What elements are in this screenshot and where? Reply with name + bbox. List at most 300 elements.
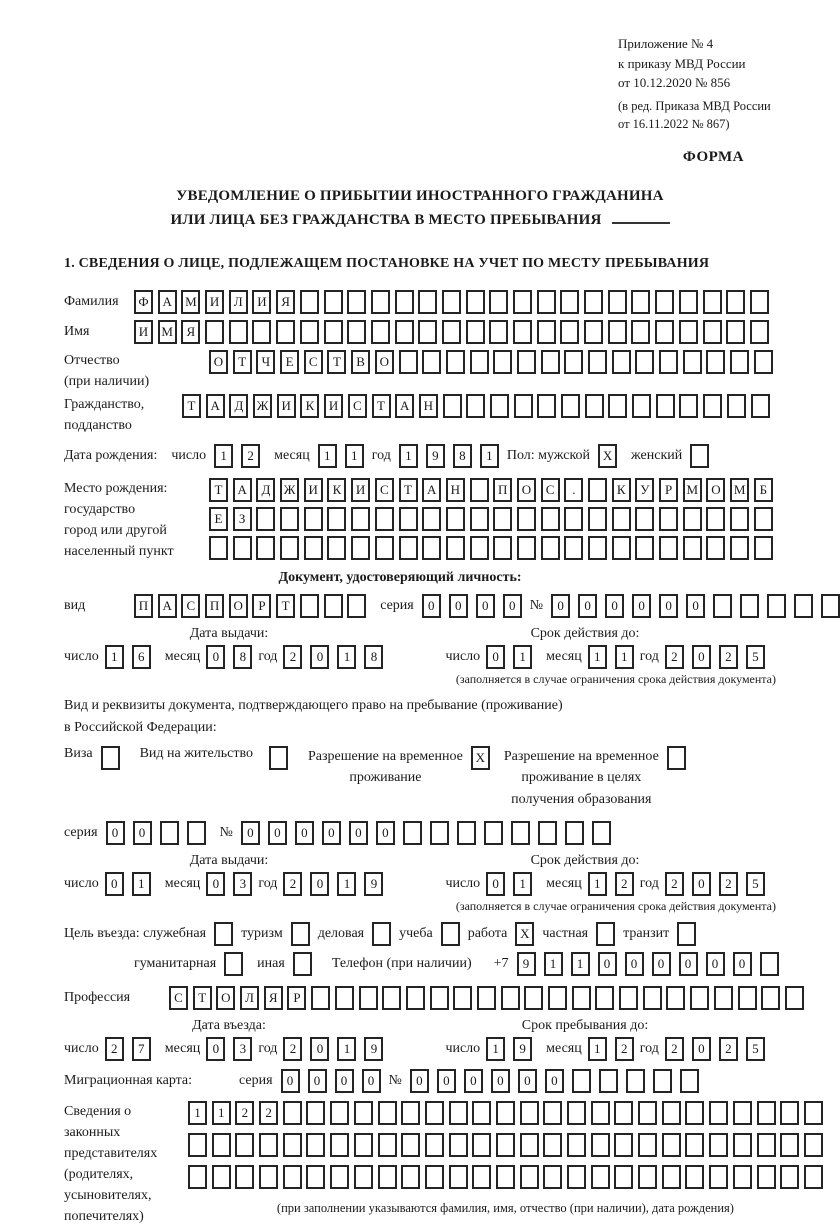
form-cell[interactable]: Ж	[280, 478, 299, 502]
form-cell[interactable]: У	[635, 478, 654, 502]
form-cell[interactable]: 2	[615, 872, 634, 896]
form-cell[interactable]	[572, 986, 591, 1010]
form-cell[interactable]	[517, 350, 536, 374]
form-cell[interactable]: 1	[345, 444, 364, 468]
form-cell[interactable]	[538, 821, 557, 845]
form-cell[interactable]: 1	[544, 952, 563, 976]
form-cell[interactable]	[567, 1165, 586, 1189]
form-cell[interactable]	[401, 1133, 420, 1157]
form-cell[interactable]	[470, 478, 489, 502]
form-cell[interactable]: А	[158, 290, 177, 314]
form-cell[interactable]: 0	[605, 594, 624, 618]
form-cell[interactable]: Ф	[134, 290, 153, 314]
form-cell[interactable]	[638, 1101, 657, 1125]
form-cell[interactable]: Р	[659, 478, 678, 502]
form-cell[interactable]	[252, 320, 271, 344]
form-cell[interactable]	[395, 320, 414, 344]
form-cell[interactable]: И	[304, 478, 323, 502]
form-cell[interactable]	[588, 350, 607, 374]
form-cell[interactable]: 0	[686, 594, 705, 618]
form-cell[interactable]	[567, 1101, 586, 1125]
form-cell[interactable]	[375, 507, 394, 531]
form-cell[interactable]: 0	[632, 594, 651, 618]
form-cell[interactable]: О	[216, 986, 235, 1010]
form-cell[interactable]: 2	[719, 645, 738, 669]
form-cell[interactable]: Я	[276, 290, 295, 314]
form-cell[interactable]	[750, 290, 769, 314]
form-cell[interactable]: 0	[376, 821, 395, 845]
form-cell[interactable]: 9	[513, 1037, 532, 1061]
form-cell[interactable]	[659, 536, 678, 560]
form-cell[interactable]: О	[706, 478, 725, 502]
form-cell[interactable]	[584, 320, 603, 344]
form-cell[interactable]	[709, 1133, 728, 1157]
form-cell[interactable]	[679, 394, 698, 418]
form-cell[interactable]: 0	[106, 821, 125, 845]
form-cell[interactable]: П	[205, 594, 224, 618]
form-cell[interactable]: 0	[706, 952, 725, 976]
form-cell[interactable]	[513, 290, 532, 314]
form-cell[interactable]	[212, 1133, 231, 1157]
form-cell[interactable]	[584, 290, 603, 314]
form-cell[interactable]	[517, 507, 536, 531]
form-cell[interactable]: 2	[283, 1037, 302, 1061]
form-cell[interactable]	[382, 986, 401, 1010]
form-cell[interactable]: Т	[233, 350, 252, 374]
form-cell[interactable]	[683, 350, 702, 374]
form-cell[interactable]: 1	[318, 444, 337, 468]
form-cell[interactable]: 1	[337, 1037, 356, 1061]
form-cell[interactable]	[543, 1101, 562, 1125]
form-cell[interactable]: 0	[551, 594, 570, 618]
form-cell[interactable]	[677, 922, 696, 946]
form-cell[interactable]	[608, 320, 627, 344]
form-cell[interactable]	[283, 1101, 302, 1125]
form-cell[interactable]	[300, 594, 319, 618]
form-cell[interactable]	[378, 1165, 397, 1189]
form-cell[interactable]	[565, 821, 584, 845]
form-cell[interactable]	[489, 320, 508, 344]
form-cell[interactable]	[324, 290, 343, 314]
form-cell[interactable]	[259, 1133, 278, 1157]
form-cell[interactable]: 0	[206, 872, 225, 896]
form-cell[interactable]	[520, 1101, 539, 1125]
form-cell[interactable]: 0	[322, 821, 341, 845]
form-cell[interactable]	[679, 290, 698, 314]
form-cell[interactable]	[655, 320, 674, 344]
form-cell[interactable]	[585, 394, 604, 418]
form-cell[interactable]: Ч	[256, 350, 275, 374]
form-cell[interactable]	[354, 1101, 373, 1125]
form-cell[interactable]	[690, 986, 709, 1010]
form-cell[interactable]	[280, 536, 299, 560]
form-cell[interactable]	[653, 1069, 672, 1093]
form-cell[interactable]	[188, 1165, 207, 1189]
form-cell[interactable]	[780, 1165, 799, 1189]
form-cell[interactable]	[596, 922, 615, 946]
form-cell[interactable]: К	[612, 478, 631, 502]
form-cell[interactable]: 1	[588, 1037, 607, 1061]
form-cell[interactable]	[572, 1069, 591, 1093]
form-cell[interactable]	[160, 821, 179, 845]
form-cell[interactable]	[327, 536, 346, 560]
form-cell[interactable]	[543, 1133, 562, 1157]
form-cell[interactable]: 9	[364, 1037, 383, 1061]
form-cell[interactable]	[443, 394, 462, 418]
form-cell[interactable]: Т	[193, 986, 212, 1010]
form-cell[interactable]	[757, 1101, 776, 1125]
form-cell[interactable]: А	[233, 478, 252, 502]
form-cell[interactable]	[541, 350, 560, 374]
form-cell[interactable]	[489, 290, 508, 314]
form-cell[interactable]: 5	[746, 872, 765, 896]
form-cell[interactable]: Т	[209, 478, 228, 502]
form-cell[interactable]: С	[348, 394, 367, 418]
form-cell[interactable]	[591, 1101, 610, 1125]
form-cell[interactable]: Л	[229, 290, 248, 314]
form-cell[interactable]	[713, 594, 732, 618]
form-cell[interactable]: 0	[486, 872, 505, 896]
form-cell[interactable]: 8	[453, 444, 472, 468]
form-cell[interactable]: А	[395, 394, 414, 418]
form-cell[interactable]	[466, 320, 485, 344]
form-cell[interactable]: 2	[719, 1037, 738, 1061]
form-cell[interactable]	[706, 350, 725, 374]
form-cell[interactable]	[561, 394, 580, 418]
form-cell[interactable]: 0	[133, 821, 152, 845]
form-cell[interactable]	[300, 290, 319, 314]
form-cell[interactable]	[757, 1165, 776, 1189]
form-cell[interactable]	[453, 986, 472, 1010]
form-cell[interactable]: 0	[310, 645, 329, 669]
form-cell[interactable]	[442, 290, 461, 314]
form-cell[interactable]: 9	[517, 952, 536, 976]
form-cell[interactable]	[304, 507, 323, 531]
form-cell[interactable]	[631, 320, 650, 344]
form-cell[interactable]	[666, 986, 685, 1010]
form-cell[interactable]: 1	[513, 872, 532, 896]
form-cell[interactable]	[335, 986, 354, 1010]
form-cell[interactable]: Е	[209, 507, 228, 531]
form-cell[interactable]	[588, 507, 607, 531]
form-cell[interactable]	[493, 536, 512, 560]
form-cell[interactable]: 0	[476, 594, 495, 618]
form-cell[interactable]: С	[375, 478, 394, 502]
form-cell[interactable]	[733, 1165, 752, 1189]
form-cell[interactable]	[564, 350, 583, 374]
form-cell[interactable]	[306, 1165, 325, 1189]
form-cell[interactable]	[300, 320, 319, 344]
form-cell[interactable]	[449, 1133, 468, 1157]
form-cell[interactable]	[359, 986, 378, 1010]
form-cell[interactable]	[794, 594, 813, 618]
form-cell[interactable]	[626, 1069, 645, 1093]
form-cell[interactable]	[564, 536, 583, 560]
form-cell[interactable]	[371, 320, 390, 344]
form-cell[interactable]	[662, 1165, 681, 1189]
form-cell[interactable]: 0	[503, 594, 522, 618]
form-cell[interactable]	[738, 986, 757, 1010]
form-cell[interactable]: 2	[665, 645, 684, 669]
form-cell[interactable]: О	[517, 478, 536, 502]
form-cell[interactable]: 0	[206, 1037, 225, 1061]
form-cell[interactable]	[638, 1165, 657, 1189]
form-cell[interactable]: И	[205, 290, 224, 314]
form-cell[interactable]	[354, 1133, 373, 1157]
form-cell[interactable]: 2	[105, 1037, 124, 1061]
form-cell[interactable]: 0	[349, 821, 368, 845]
form-cell[interactable]: И	[277, 394, 296, 418]
form-cell[interactable]: С	[541, 478, 560, 502]
form-cell[interactable]	[375, 536, 394, 560]
form-cell[interactable]: X	[598, 444, 617, 468]
form-cell[interactable]	[235, 1133, 254, 1157]
form-cell[interactable]	[446, 507, 465, 531]
form-cell[interactable]	[425, 1165, 444, 1189]
form-cell[interactable]	[619, 986, 638, 1010]
form-cell[interactable]: X	[515, 922, 534, 946]
form-cell[interactable]	[612, 350, 631, 374]
form-cell[interactable]: 0	[545, 1069, 564, 1093]
form-cell[interactable]	[767, 594, 786, 618]
form-cell[interactable]	[730, 507, 749, 531]
form-cell[interactable]	[614, 1101, 633, 1125]
form-cell[interactable]: 0	[518, 1069, 537, 1093]
form-cell[interactable]	[470, 507, 489, 531]
form-cell[interactable]	[347, 320, 366, 344]
form-cell[interactable]	[430, 821, 449, 845]
form-cell[interactable]	[330, 1133, 349, 1157]
form-cell[interactable]	[351, 507, 370, 531]
form-cell[interactable]	[740, 594, 759, 618]
form-cell[interactable]: 0	[281, 1069, 300, 1093]
form-cell[interactable]	[514, 394, 533, 418]
form-cell[interactable]	[730, 536, 749, 560]
form-cell[interactable]	[212, 1165, 231, 1189]
form-cell[interactable]	[501, 986, 520, 1010]
form-cell[interactable]: Е	[280, 350, 299, 374]
form-cell[interactable]: Я	[181, 320, 200, 344]
form-cell[interactable]	[280, 507, 299, 531]
form-cell[interactable]	[399, 507, 418, 531]
form-cell[interactable]	[726, 290, 745, 314]
form-cell[interactable]: Я	[264, 986, 283, 1010]
form-cell[interactable]	[614, 1133, 633, 1157]
form-cell[interactable]	[484, 821, 503, 845]
form-cell[interactable]	[477, 986, 496, 1010]
form-cell[interactable]: И	[351, 478, 370, 502]
form-cell[interactable]	[612, 536, 631, 560]
form-cell[interactable]: М	[181, 290, 200, 314]
form-cell[interactable]	[327, 507, 346, 531]
form-cell[interactable]	[470, 536, 489, 560]
form-cell[interactable]	[401, 1101, 420, 1125]
form-cell[interactable]: М	[158, 320, 177, 344]
form-cell[interactable]	[493, 507, 512, 531]
form-cell[interactable]: 5	[746, 645, 765, 669]
form-cell[interactable]	[422, 536, 441, 560]
form-cell[interactable]	[612, 507, 631, 531]
form-cell[interactable]: О	[209, 350, 228, 374]
form-cell[interactable]	[754, 536, 773, 560]
form-cell[interactable]	[472, 1101, 491, 1125]
form-cell[interactable]	[564, 507, 583, 531]
form-cell[interactable]: 0	[410, 1069, 429, 1093]
form-cell[interactable]: 1	[513, 645, 532, 669]
form-cell[interactable]: Т	[372, 394, 391, 418]
form-cell[interactable]: 1	[486, 1037, 505, 1061]
form-cell[interactable]	[754, 350, 773, 374]
form-cell[interactable]: 0	[268, 821, 287, 845]
form-cell[interactable]	[399, 350, 418, 374]
form-cell[interactable]	[592, 821, 611, 845]
form-cell[interactable]	[259, 1165, 278, 1189]
form-cell[interactable]	[513, 320, 532, 344]
form-cell[interactable]: 6	[132, 645, 151, 669]
form-cell[interactable]: Т	[276, 594, 295, 618]
form-cell[interactable]	[496, 1133, 515, 1157]
form-cell[interactable]: М	[730, 478, 749, 502]
form-cell[interactable]: 0	[362, 1069, 381, 1093]
form-cell[interactable]: 0	[578, 594, 597, 618]
form-cell[interactable]: 2	[665, 872, 684, 896]
form-cell[interactable]: Д	[229, 394, 248, 418]
form-cell[interactable]	[291, 922, 310, 946]
form-cell[interactable]: 3	[233, 872, 252, 896]
form-cell[interactable]	[101, 746, 120, 770]
form-cell[interactable]	[511, 821, 530, 845]
form-cell[interactable]: 0	[308, 1069, 327, 1093]
form-cell[interactable]: А	[206, 394, 225, 418]
form-cell[interactable]	[560, 320, 579, 344]
form-cell[interactable]	[548, 986, 567, 1010]
form-cell[interactable]: О	[229, 594, 248, 618]
form-cell[interactable]	[685, 1133, 704, 1157]
form-cell[interactable]: X	[471, 746, 490, 770]
form-cell[interactable]	[399, 536, 418, 560]
form-cell[interactable]: 7	[132, 1037, 151, 1061]
form-cell[interactable]	[401, 1165, 420, 1189]
form-cell[interactable]	[406, 986, 425, 1010]
form-cell[interactable]	[324, 594, 343, 618]
form-cell[interactable]: 0	[206, 645, 225, 669]
form-cell[interactable]	[466, 290, 485, 314]
form-cell[interactable]: Л	[240, 986, 259, 1010]
form-cell[interactable]: 0	[295, 821, 314, 845]
form-cell[interactable]: 1	[188, 1101, 207, 1125]
form-cell[interactable]	[293, 952, 312, 976]
form-cell[interactable]: 0	[692, 1037, 711, 1061]
form-cell[interactable]: 2	[283, 872, 302, 896]
form-cell[interactable]	[760, 952, 779, 976]
form-cell[interactable]	[608, 394, 627, 418]
form-cell[interactable]	[256, 507, 275, 531]
form-cell[interactable]: 2	[615, 1037, 634, 1061]
form-cell[interactable]	[283, 1165, 302, 1189]
form-cell[interactable]: 0	[449, 594, 468, 618]
form-cell[interactable]	[662, 1133, 681, 1157]
form-cell[interactable]: 8	[233, 645, 252, 669]
form-cell[interactable]: С	[181, 594, 200, 618]
form-cell[interactable]: 1	[214, 444, 233, 468]
form-cell[interactable]	[418, 290, 437, 314]
form-cell[interactable]	[214, 922, 233, 946]
form-cell[interactable]	[283, 1133, 302, 1157]
form-cell[interactable]: 8	[364, 645, 383, 669]
form-cell[interactable]: З	[233, 507, 252, 531]
form-cell[interactable]: 0	[464, 1069, 483, 1093]
form-cell[interactable]: В	[351, 350, 370, 374]
form-cell[interactable]	[703, 290, 722, 314]
form-cell[interactable]: 0	[105, 872, 124, 896]
form-cell[interactable]	[683, 536, 702, 560]
form-cell[interactable]: 9	[426, 444, 445, 468]
form-cell[interactable]	[449, 1101, 468, 1125]
form-cell[interactable]	[306, 1133, 325, 1157]
form-cell[interactable]: С	[169, 986, 188, 1010]
form-cell[interactable]	[706, 507, 725, 531]
form-cell[interactable]	[709, 1101, 728, 1125]
form-cell[interactable]: 9	[364, 872, 383, 896]
form-cell[interactable]	[470, 350, 489, 374]
form-cell[interactable]: 2	[259, 1101, 278, 1125]
form-cell[interactable]	[750, 320, 769, 344]
form-cell[interactable]: М	[683, 478, 702, 502]
form-cell[interactable]	[683, 507, 702, 531]
form-cell[interactable]	[229, 320, 248, 344]
form-cell[interactable]: 0	[491, 1069, 510, 1093]
form-cell[interactable]: 1	[337, 872, 356, 896]
form-cell[interactable]	[685, 1165, 704, 1189]
form-cell[interactable]	[378, 1101, 397, 1125]
form-cell[interactable]	[324, 320, 343, 344]
form-cell[interactable]	[703, 394, 722, 418]
form-cell[interactable]: 2	[719, 872, 738, 896]
form-cell[interactable]: 2	[283, 645, 302, 669]
form-cell[interactable]: 0	[733, 952, 752, 976]
form-cell[interactable]: 0	[335, 1069, 354, 1093]
form-cell[interactable]: Т	[327, 350, 346, 374]
form-cell[interactable]	[446, 350, 465, 374]
form-cell[interactable]	[490, 394, 509, 418]
form-cell[interactable]	[659, 507, 678, 531]
form-cell[interactable]: 0	[486, 645, 505, 669]
form-cell[interactable]	[441, 922, 460, 946]
form-cell[interactable]	[457, 821, 476, 845]
form-cell[interactable]	[347, 594, 366, 618]
form-cell[interactable]: Р	[287, 986, 306, 1010]
form-cell[interactable]	[656, 394, 675, 418]
form-cell[interactable]: А	[422, 478, 441, 502]
form-cell[interactable]	[643, 986, 662, 1010]
form-cell[interactable]	[537, 394, 556, 418]
form-cell[interactable]	[635, 350, 654, 374]
form-cell[interactable]: Д	[256, 478, 275, 502]
form-cell[interactable]	[224, 952, 243, 976]
form-cell[interactable]	[635, 507, 654, 531]
form-cell[interactable]	[632, 394, 651, 418]
form-cell[interactable]	[430, 986, 449, 1010]
form-cell[interactable]	[804, 1133, 823, 1157]
form-cell[interactable]	[631, 290, 650, 314]
form-cell[interactable]: 0	[310, 872, 329, 896]
form-cell[interactable]	[638, 1133, 657, 1157]
form-cell[interactable]	[269, 746, 288, 770]
form-cell[interactable]: 1	[337, 645, 356, 669]
form-cell[interactable]: 1	[212, 1101, 231, 1125]
form-cell[interactable]	[520, 1133, 539, 1157]
form-cell[interactable]	[311, 986, 330, 1010]
